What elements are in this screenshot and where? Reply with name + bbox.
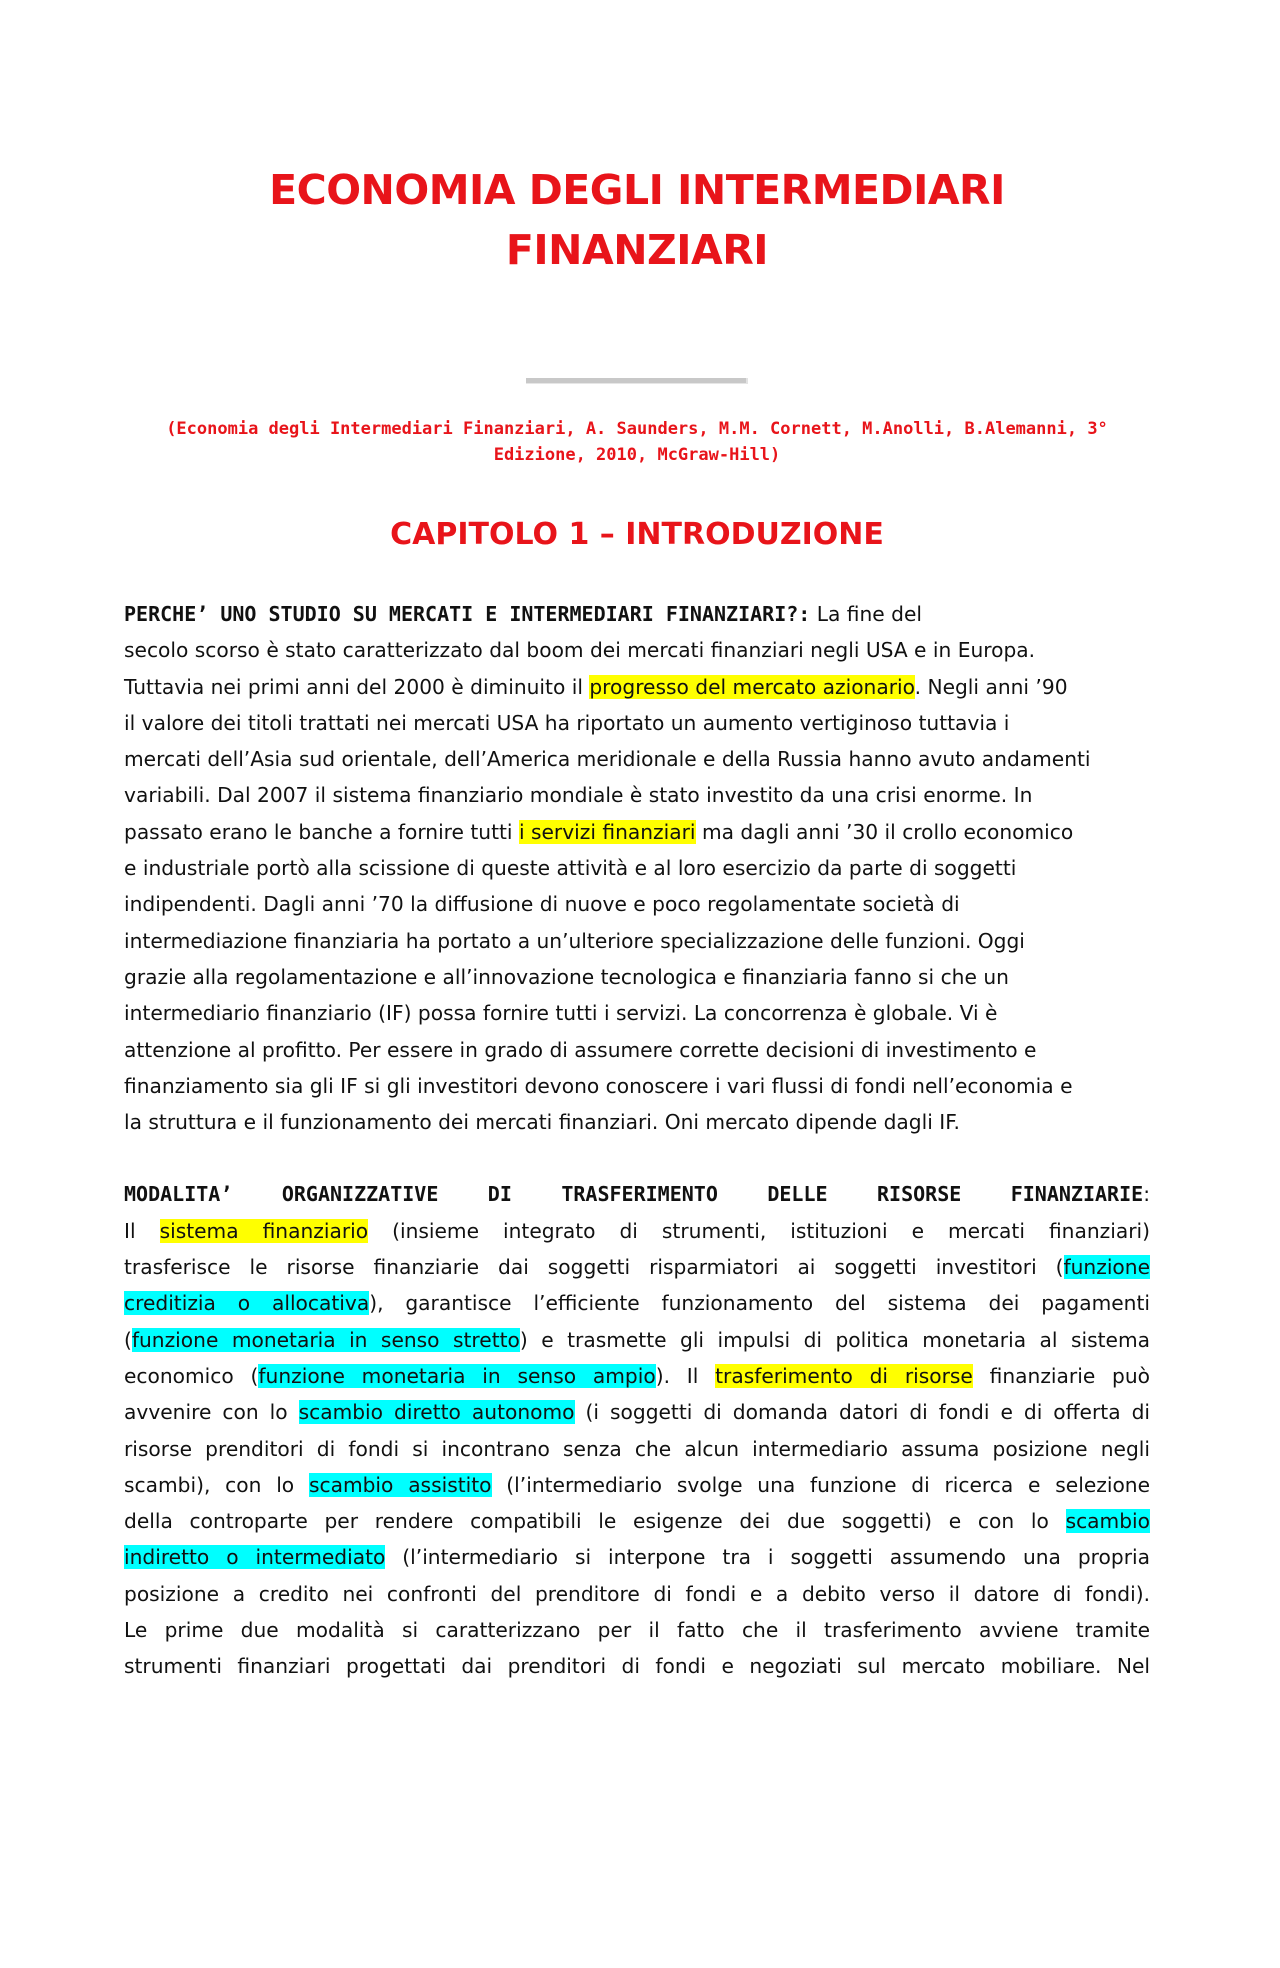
citation-line-2: Edizione, 2010, McGraw-Hill) (493, 445, 781, 465)
highlight-cyan: scambio diretto autonomo (298, 1400, 575, 1425)
highlight-cyan: creditizia o allocativa (124, 1291, 370, 1316)
text-line: finanziamento sia gli IF si gli investitori devono conoscere i vari flussi di fondi nell’economia e (124, 1073, 1073, 1098)
document-title (124, 160, 1150, 280)
text-line: la struttura e il funzionamento dei mercati finanziari. Oni mercato dipende dagli IF. (124, 1110, 960, 1135)
text-line: attenzione al profitto. Per essere in grado di assumere corrette decisioni di investimento e (124, 1037, 1037, 1062)
text-line: secolo scorso è stato caratterizzato dal boom dei mercati finanziari negli USA e in Europa. (124, 638, 1036, 663)
text-line: risorse prenditori di fondi si incontrano senza che alcun intermediario assuma posizione negli (124, 1436, 1150, 1461)
text-line: indiretto o intermediato (l’intermediario si interpone tra i soggetti assumendo una propria (124, 1545, 1150, 1570)
text-line: trasferisce le risorse finanziarie dai soggetti risparmiatori ai soggetti investitori (funzione (124, 1255, 1150, 1280)
text-line: passato erano le banche a fornire tutti i servizi finanziari ma dagli anni ’30 il crollo economico (124, 819, 1074, 844)
text-line: intermediario finanziario (IF) possa fornire tutti i servizi. La concorrenza è globale. Vi è (124, 1001, 998, 1026)
section-heading: PERCHE’ UNO STUDIO SU MERCATI E INTERMEDIARI FINANZIARI?: (124, 602, 811, 626)
text-line: intermediazione finanziaria ha portato a un’ulteriore specializzazione delle funzioni. Oggi (124, 928, 1025, 953)
text-line: economico (funzione monetaria in senso ampio). Il trasferimento di risorse finanziarie può (124, 1363, 1150, 1388)
text-line: Tuttavia nei primi anni del 2000 è diminuito il progresso del mercato azionario. Negli anni ’90 (124, 674, 1068, 699)
text-line: e industriale portò alla scissione di queste attività e al loro esercizio da parte di soggetti (124, 856, 1017, 881)
chapter-title: CAPITOLO 1 – INTRODUZIONE (390, 517, 884, 552)
text-line: mercati dell’Asia sud orientale, dell’America meridionale e della Russia hanno avuto andamenti (124, 747, 1091, 772)
text-line: scambi), con lo scambio assistito (l’intermediario svolge una funzione di ricerca e selezione (124, 1472, 1151, 1497)
text-line: creditizia o allocativa), garantisce l’efficiente funzionamento del sistema dei pagamenti (124, 1291, 1150, 1316)
highlight-cyan: scambio (1065, 1509, 1150, 1534)
text-line: variabili. Dal 2007 il sistema finanziario mondiale è stato investito da una crisi enorme. In (124, 783, 1033, 808)
text-line: indipendenti. Dagli anni ’70 la diffusione di nuove e poco regolamentate società di (124, 892, 960, 917)
section-paragraph-1 (124, 596, 1150, 1140)
text-line: Le prime due modalità si caratterizzano per il fatto che il trasferimento avviene tramite (124, 1618, 1150, 1643)
highlight-yellow: progresso del mercato azionario (589, 674, 915, 699)
text-line: della controparte per rendere compatibili le esigenze dei due soggetti) e con lo scambio (124, 1509, 1150, 1534)
highlight-yellow: trasferimento di risorse (715, 1363, 973, 1388)
document-page (0, 160, 1280, 1968)
text-line: PERCHE’ UNO STUDIO SU MERCATI E INTERMEDIARI FINANZIARI?: La fine del (124, 602, 922, 626)
text-line: MODALITA’ ORGANIZZATIVE DI TRASFERIMENTO DELLE RISORSE FINANZIARIE: (124, 1182, 1150, 1207)
text-line: (funzione monetaria in senso stretto) e trasmette gli impulsi di politica monetaria al sistema (124, 1327, 1150, 1352)
highlight-yellow: i servizi finanziari (518, 819, 696, 844)
highlight-cyan: indiretto o intermediato (124, 1545, 386, 1570)
highlight-yellow: sistema finanziario (159, 1218, 369, 1243)
highlight-cyan: funzione monetaria in senso stretto (131, 1327, 520, 1352)
highlight-cyan: funzione monetaria in senso ampio (258, 1363, 656, 1388)
text-line: grazie alla regolamentazione e all’innovazione tecnologica e finanziaria fanno si che un (124, 964, 1009, 989)
title-line-1: ECONOMIA DEGLI INTERMEDIARI (269, 166, 1005, 214)
text-line: strumenti finanziari progettati dai prenditori di fondi e negoziati sul mercato mobiliare. Nel (124, 1654, 1150, 1679)
citation-line-1: (Economia degli Intermediari Finanziari, A. Saunders, M.M. Cornett, M.Anolli, B.Alemanni, 3° (166, 419, 1108, 439)
text-line: avvenire con lo scambio diretto autonomo (i soggetti di domanda datori di fondi e di offerta di (124, 1400, 1150, 1425)
text-line: posizione a credito nei confronti del prenditore di fondi e a debito verso il datore di fondi). (124, 1581, 1150, 1606)
highlight-cyan: scambio assistito (308, 1472, 492, 1497)
highlight-cyan: funzione (1063, 1255, 1150, 1280)
text-line: il valore dei titoli trattati nei mercati USA ha riportato un aumento vertiginoso tuttavia i (124, 710, 1010, 735)
text-line: Il sistema finanziario (insieme integrato di strumenti, istituzioni e mercati finanziari) (124, 1218, 1150, 1243)
book-citation (124, 416, 1150, 468)
section-paragraph-2 (124, 1176, 1150, 1684)
title-divider (526, 378, 748, 384)
section-heading: MODALITA’ ORGANIZZATIVE DI TRASFERIMENTO DELLE RISORSE FINANZIARIE (124, 1182, 1144, 1207)
title-line-2: FINANZIARI (505, 226, 769, 274)
